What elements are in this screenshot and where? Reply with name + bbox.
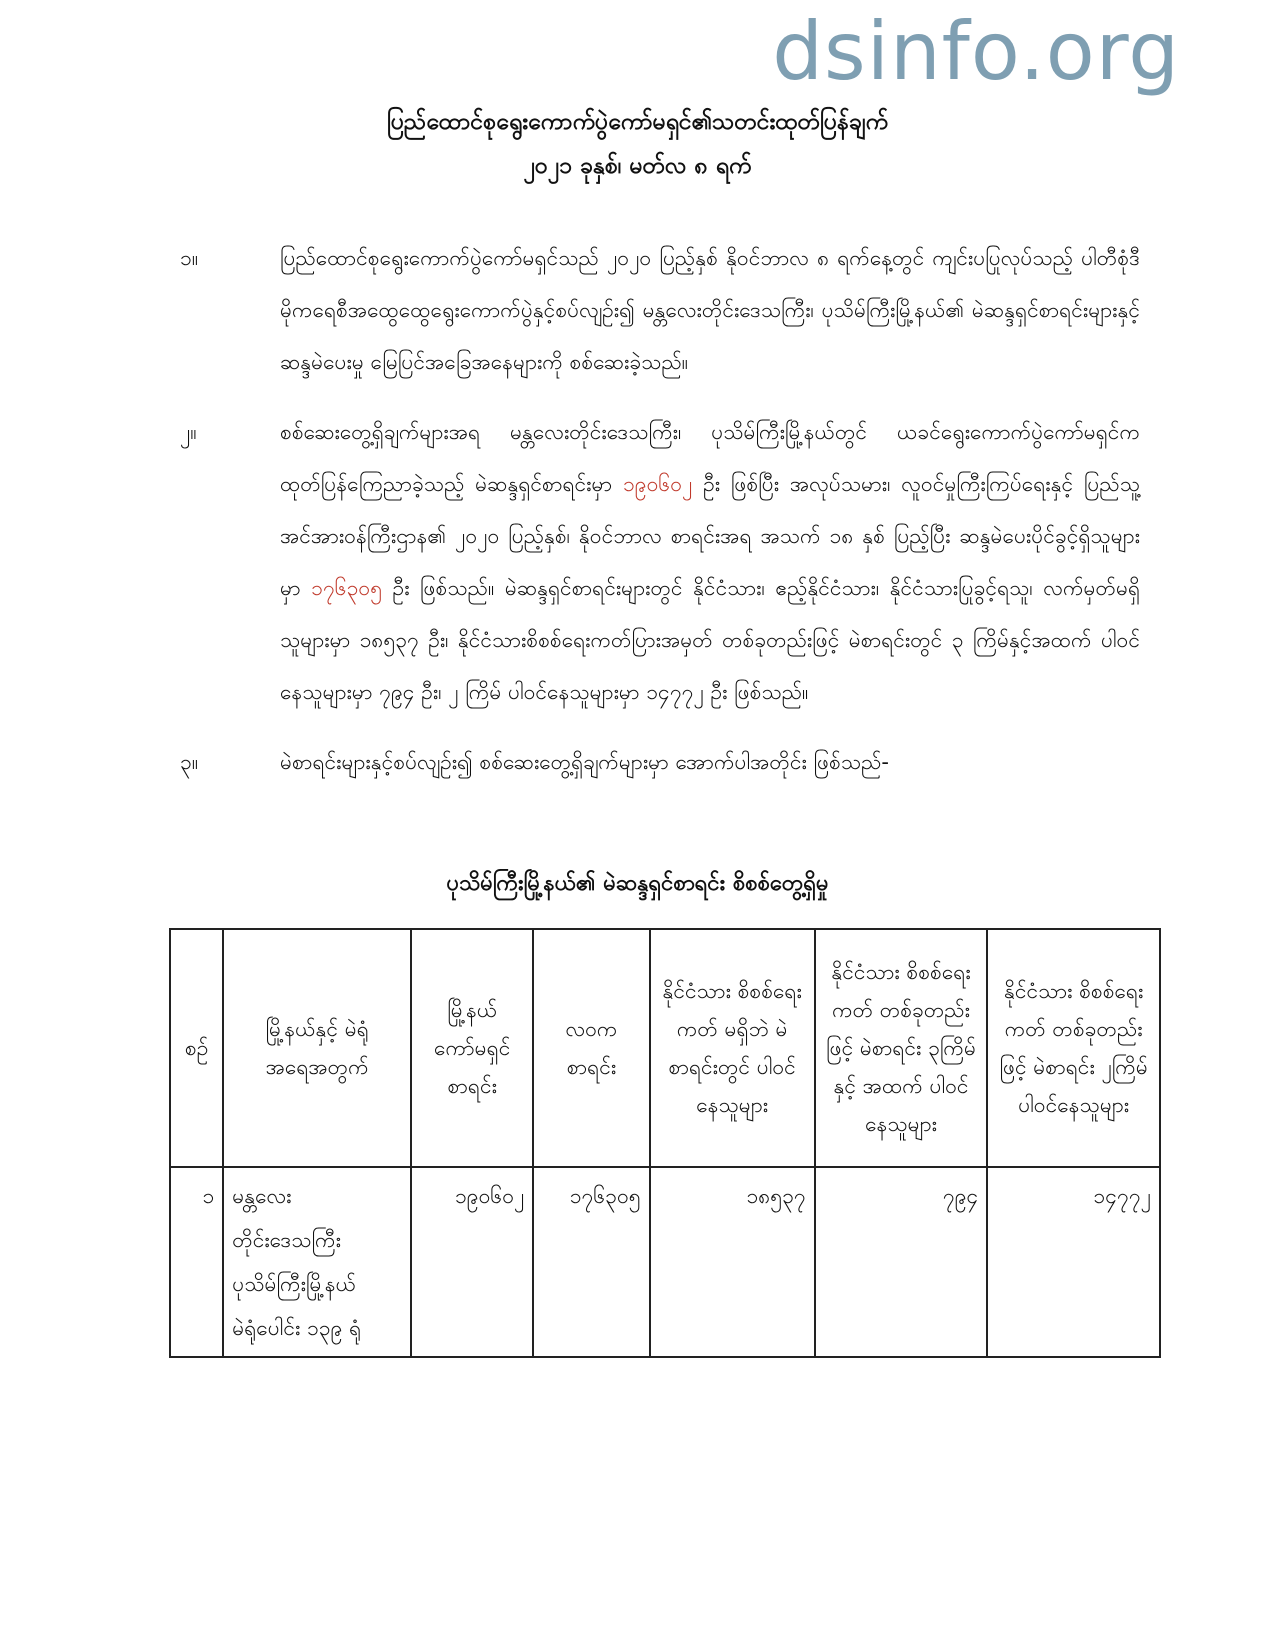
location-line: ပုသိမ်ကြီးမြို့နယ် [232,1272,356,1296]
paragraph-number: ၁။ [180,246,199,270]
three-plus-cell: ၇၉၄ [815,1167,988,1357]
header-cell: နိုင်ငံသား စိစစ်ရေးကတ် တစ်ခုတည်းဖြင့် မဲစာရင်း ၃ကြိမ် နှင့် အထက် ပါဝင်နေသူများ [815,929,988,1167]
paragraph-number: ၂။ [180,420,197,444]
paragraph-segment: ဦး ဖြစ်သည်။ မဲဆန္ဒရှင်စာရင်းများတွင် နိုင်ငံသား၊ ဧည့်နိုင်ငံသား၊ နိုင်ငံသားပြုခွင့်ရသူ၊ လက်မှတ်မရှိသူများမှာ ၁၈၅၃၇ ဦး၊ နိုင်ငံသားစိစစ်ရေးကတ်ပြားအမှတ် တစ်ခုတည်းဖြင့် မဲစာရင်းတွင် ၃ ကြိမ်နှင့်အထက် ပါဝင်နေသူများမှာ ၇၉၄ ဦး၊ ၂ ကြိမ် ပါဝင်နေသူများမှာ ၁၄၇၇၂ ဦး ဖြစ်သည်။ [280,576,1140,704]
document-body [180,232,1140,806]
no-card-cell: ၁၈၅၃၇ [650,1167,815,1357]
location-cell [223,1167,411,1357]
document-title: ပြည်ထောင်စုရွေးကောက်ပွဲကော်မရှင်၏သတင်းထုတ်ပြန်ချက် [386,109,888,135]
location-line: မန္တလေး [232,1184,292,1208]
paragraph-1 [180,232,1140,388]
header-cell: မြို့နယ် ကော်မရှင် စာရင်း [411,929,533,1167]
voter-list-table [169,928,1161,1358]
two-times-cell: ၁၄၇၇၂ [987,1167,1160,1357]
paragraph-segment: ပြည်ထောင်စုရွေးကောက်ပွဲကော်မရှင်သည် ၂၀၂၀ ပြည့်နှစ် နိုဝင်ဘာလ ၈ ရက်နေ့တွင် ကျင်းပပြုလုပ်သည့် ပါတီစုံဒီမိုကရေစီအထွေထွေရွေးကောက်ပွဲနှင့်စပ်လျဉ်း၍ မန္တလေးတိုင်းဒေသကြီး၊ ပုသိမ်ကြီးမြို့နယ်၏ မဲဆန္ဒရှင်စာရင်းများနှင့် ဆန္ဒမဲပေးမှု မြေပြင်အခြေအနေများကို စစ်ဆေးခဲ့သည်။ [280,246,1140,374]
commission-list-cell: ၁၉၀၆၀၂ [411,1167,533,1357]
paragraph-number: ၃။ [180,750,199,774]
header-cell: စဉ် [170,929,223,1167]
location-line: မဲရုံပေါင်း ၁၃၉ ရုံ [232,1316,362,1340]
paragraph-segment: ဦး ဖြစ်ပြီး အလုပ်သမား၊ လူဝင်မှုကြီးကြပ်ရေးနှင့် ပြည်သူ့အင်အားဝန်ကြီးဌာန၏ ၂၀၂၀ ပြည့်နှစ်၊ နိုဝင်ဘာလ စာရင်းအရ အသက် ၁၈ နှစ် ပြည့်ပြီး ဆန္ဒမဲပေးပိုင်ခွင့်ရှိသူများမှာ [280,472,1140,600]
document-header [0,100,1275,188]
document-date: ၂၀၂၁ ခုနှစ်၊ မတ်လ ၈ ရက် [523,153,752,179]
header-cell: မြို့နယ်နှင့် မဲရုံအရေအတွက် [223,929,411,1167]
table-header-row [170,929,1160,1167]
watermark-logo: dsinfo.org [772,5,1180,98]
paragraph-text [280,232,1140,388]
header-cell: နိုင်ငံသား စိစစ်ရေးကတ် တစ်ခုတည်းဖြင့် မဲစာရင်း ၂ကြိမ် ပါဝင်နေသူများ [987,929,1160,1167]
paragraph-2 [180,406,1140,718]
paragraph-3 [180,736,1140,788]
paragraph-text [280,736,1140,788]
highlighted-number: ၁၇၆၃၀၅ [311,576,383,600]
table-title: ပုသိမ်ကြီးမြို့နယ်၏ မဲဆန္ဒရှင်စာရင်း စိစစ်တွေ့ရှိမှု [446,871,829,896]
location-line: တိုင်းဒေသကြီး [232,1228,341,1252]
paragraph-text [280,406,1140,718]
paragraph-segment: မဲစာရင်းများနှင့်စပ်လျဉ်း၍ စစ်ဆေးတွေ့ရှိချက်များမှာ အောက်ပါအတိုင်း ဖြစ်သည်- [280,750,889,774]
header-cell: နိုင်ငံသား စိစစ်ရေးကတ် မရှိဘဲ မဲစာရင်းတွင် ပါဝင်နေသူများ [650,929,815,1167]
paragraph-segment: စစ်ဆေးတွေ့ရှိချက်များအရ မန္တလေးတိုင်းဒေသကြီး၊ ပုသိမ်ကြီးမြို့နယ်တွင် ယခင်ရွေးကောက်ပွဲကော်မရှင်က ထုတ်ပြန်ကြေညာခဲ့သည့် မဲဆန္ဒရှင်စာရင်းမှာ [280,420,1140,496]
table-row [170,1167,1160,1357]
row-number-cell: ၁ [170,1167,223,1357]
highlighted-number: ၁၉၀၆၀၂ [622,472,693,496]
header-cell: လဝက စာရင်း [533,929,649,1167]
immigration-list-cell: ၁၇၆၃၀၅ [533,1167,649,1357]
